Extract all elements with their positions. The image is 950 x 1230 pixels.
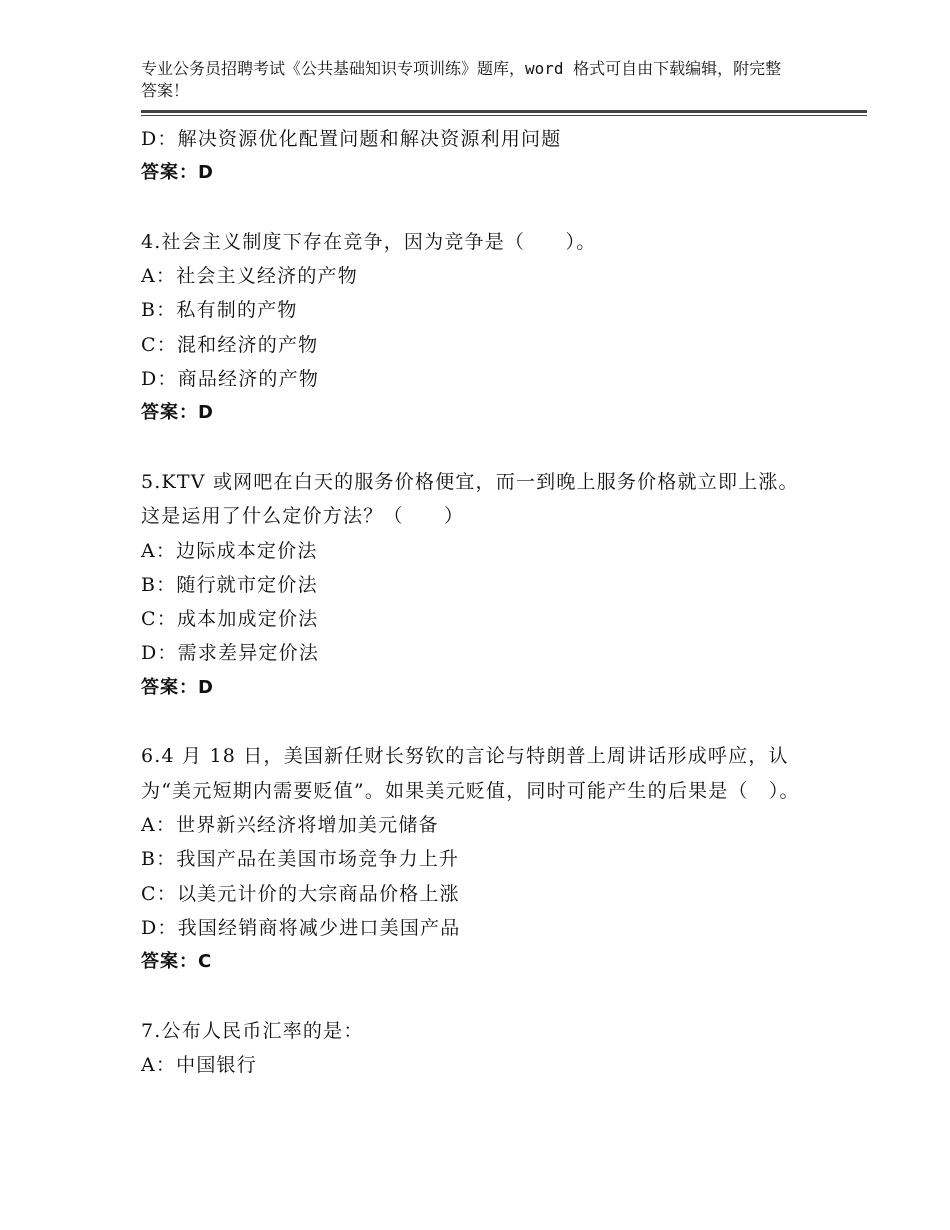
option-c: C：以美元计价的大宗商品价格上涨 (141, 882, 460, 905)
option-b: B：随行就市定价法 (141, 573, 318, 596)
option-b: B：我国产品在美国市场竞争力上升 (141, 848, 460, 871)
question-7 (141, 1014, 867, 1083)
option-d: D：商品经济的产物 (141, 368, 320, 391)
question-6 (141, 739, 867, 979)
question-content (141, 122, 867, 1082)
page-header: 专业公务员招聘考试《公共基础知识专项训练》题库，word 格式可自由下载编辑，附完整答案！ (141, 59, 782, 100)
answer: 答案：D (141, 676, 214, 698)
option-a: A：社会主义经济的产物 (141, 265, 358, 288)
header-divider (141, 110, 867, 116)
option-a: A：中国银行 (141, 1054, 257, 1077)
answer: 答案：C (141, 951, 213, 973)
option-a: A：边际成本定价法 (141, 539, 318, 562)
question-stem: 6.4 月 18 日，美国新任财长努钦的言论与特朗普上周讲话形成呼应，认为“美元短期内需要贬值”。如果美元贬值，同时可能产生的后果是（ ）。 (141, 745, 800, 802)
document-page (141, 58, 867, 1082)
option-a: A：世界新兴经济将增加美元储备 (141, 813, 439, 836)
option-d-continued: D：解决资源优化配置问题和解决资源利用问题 (141, 128, 562, 150)
option-d: D：需求差异定价法 (141, 642, 320, 665)
option-d: D：我国经销商将减少进口美国产品 (141, 916, 461, 939)
option-c: C：混和经济的产物 (141, 333, 319, 356)
option-c: C：成本加成定价法 (141, 608, 319, 631)
answer-continued: 答案：D (141, 162, 214, 184)
option-b: B：私有制的产物 (141, 299, 298, 322)
question-stem: 5.KTV 或网吧在白天的服务价格便宜，而一到晚上服务价格就立即上涨。这是运用了什么定价方法？（ ） (141, 470, 799, 528)
answer: 答案：D (141, 402, 214, 424)
question-stem: 4.社会主义制度下存在竞争，因为竞争是（ ）。 (141, 230, 597, 253)
question-4 (141, 225, 867, 431)
question-5 (141, 465, 867, 705)
question-stem: 7.公布人民币汇率的是： (141, 1019, 364, 1042)
